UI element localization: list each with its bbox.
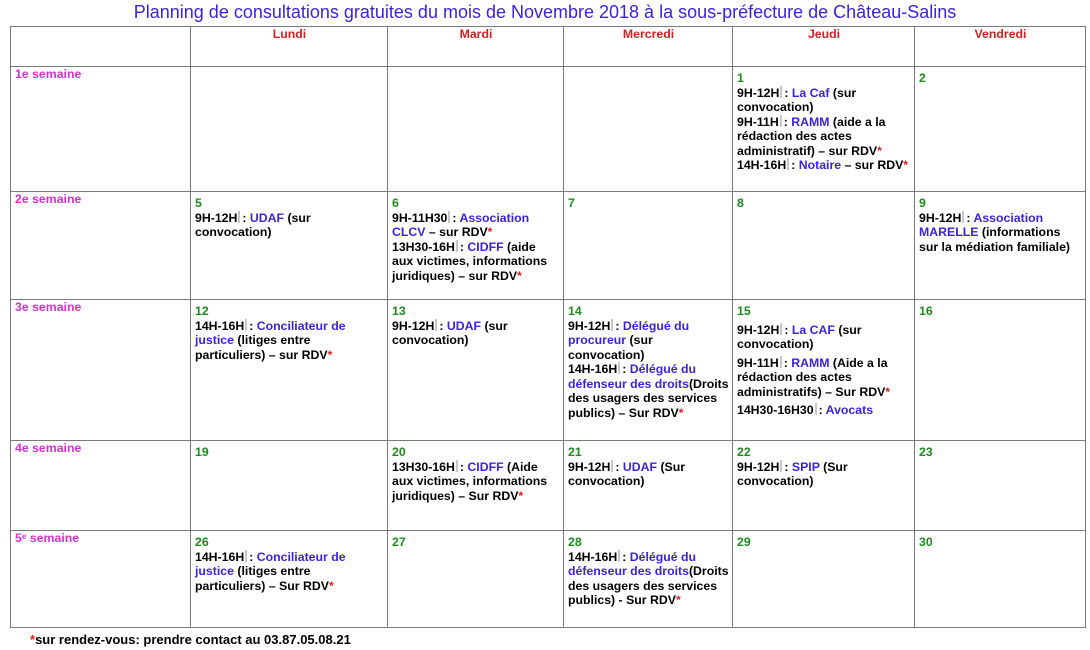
consultation-entry	[195, 211, 384, 240]
entry-time: 14H-16H	[568, 549, 618, 564]
entry-description: (Sur convocation)	[568, 459, 686, 488]
cell-w4-lundi	[191, 441, 388, 531]
entry-separator: :	[249, 549, 257, 564]
entry-description: (sur convocation)	[195, 210, 311, 239]
cell-w4-vendredi	[915, 441, 1086, 531]
day-header-lundi: Lundi	[191, 27, 388, 67]
separator-bar	[245, 319, 247, 331]
separator-bar	[611, 319, 613, 331]
cell-w1-mercredi	[564, 67, 733, 192]
separator-bar	[245, 550, 247, 562]
separator-bar	[618, 362, 620, 374]
entry-time: 14H-16H	[568, 362, 618, 376]
rdv-star: *	[877, 143, 882, 158]
consultation-entry	[392, 319, 560, 348]
week-row-3	[11, 300, 1086, 441]
date-number: 27	[392, 535, 406, 549]
day-header-jeudi: Jeudi	[733, 27, 915, 67]
cell-w3-mardi	[388, 300, 564, 441]
date-number: 12	[195, 304, 209, 318]
consultation-entry	[568, 319, 729, 363]
entry-organization: La CAF	[791, 322, 835, 337]
header-row	[11, 27, 1086, 67]
entry-time: 9H-11H	[737, 114, 779, 129]
week-row-2	[11, 192, 1086, 300]
cell-w1-lundi	[191, 67, 388, 192]
entry-organization: SPIP	[791, 459, 820, 474]
entry-description: (Droits des usagers des services publics) - Sur RDV	[568, 564, 729, 607]
rdv-star: *	[328, 578, 334, 593]
rdv-star: *	[678, 405, 684, 420]
consultation-entry	[737, 323, 911, 352]
separator-bar	[611, 460, 613, 472]
consultation-entry	[737, 356, 911, 400]
entry-separator: :	[459, 459, 468, 474]
entry-time: 13H30-16H	[392, 459, 455, 474]
entry-description: (litiges entre particuliers) – sur RDV	[195, 333, 328, 362]
consultation-entry	[737, 86, 911, 115]
week-label-4: 4e semaine	[11, 441, 191, 531]
week-row-5	[11, 531, 1086, 628]
cell-w1-mardi	[388, 67, 564, 192]
entry-organization: RAMM	[791, 355, 830, 370]
cell-w5-vendredi	[915, 531, 1086, 628]
date-number: 23	[919, 445, 933, 459]
entry-time: 9H-12H	[737, 85, 780, 100]
entry-time: 9H-12H	[392, 318, 435, 333]
entry-organization: Conciliateur de justice	[195, 318, 346, 347]
week-row-1	[11, 67, 1086, 192]
date-number: 22	[737, 445, 751, 459]
consultation-entry	[195, 550, 384, 594]
separator-bar	[780, 115, 782, 127]
date-number: 20	[392, 445, 406, 459]
cell-w2-vendredi	[915, 192, 1086, 300]
footer-text: sur rendez-vous: prendre contact au 03.87.05.08.21	[35, 632, 351, 647]
entry-organization: Délégué du défenseur des droits	[568, 549, 697, 578]
entry-organization: UDAF	[446, 318, 482, 333]
entry-separator: :	[784, 85, 792, 100]
entry-organization: UDAF	[249, 210, 285, 225]
entry-description: (sur convocation)	[568, 333, 653, 362]
entry-separator: :	[784, 459, 792, 474]
date-number: 15	[737, 304, 751, 318]
rdv-star: *	[487, 225, 493, 239]
entry-time: 14H-16H	[195, 318, 245, 333]
entry-separator: :	[818, 403, 826, 417]
rdv-star: *	[885, 384, 891, 399]
entry-description: (informations sur la médiation familiale)	[919, 225, 1071, 254]
entry-time: 9H-12H	[195, 210, 238, 225]
separator-bar	[780, 460, 782, 472]
entry-organization: RAMM	[791, 114, 830, 129]
entry-separator: :	[439, 318, 447, 333]
cell-w2-mercredi	[564, 192, 733, 300]
page-title: Planning de consultations gratuites du mois de Novembre 2018 à la sous-préfecture de Château-Salins	[133, 2, 957, 22]
date-number: 19	[195, 445, 209, 459]
separator-bar	[780, 86, 782, 98]
day-header-mercredi: Mercredi	[564, 27, 733, 67]
entry-separator: :	[452, 210, 460, 225]
entry-separator: :	[622, 362, 630, 376]
separator-bar	[456, 240, 458, 252]
separator-bar	[448, 211, 450, 223]
entry-description: – sur RDV	[425, 225, 488, 239]
separator-bar	[780, 356, 782, 368]
consultation-entry	[568, 362, 729, 420]
entry-separator: :	[784, 322, 792, 337]
entry-separator: :	[459, 239, 468, 254]
entry-time: 9H-12H	[737, 459, 780, 474]
corner-cell	[11, 27, 191, 67]
entry-description: (sur convocation)	[737, 322, 862, 351]
cell-w3-vendredi	[915, 300, 1086, 441]
planning-table	[10, 26, 1086, 628]
date-number: 29	[737, 535, 751, 549]
date-number: 5	[195, 196, 202, 210]
entry-description: (Aide a la rédaction des actes administratifs) – Sur RDV	[737, 355, 888, 399]
consultation-entry	[195, 319, 384, 363]
week-label-3: 3e semaine	[11, 300, 191, 441]
week-label-5: 5ᵉ semaine	[11, 531, 191, 628]
entry-organization: CIDFF	[467, 239, 504, 254]
date-number: 30	[919, 535, 933, 549]
cell-w4-mardi	[388, 441, 564, 531]
cell-w5-lundi	[191, 531, 388, 628]
consultation-entry	[737, 460, 911, 489]
cell-w2-jeudi	[733, 192, 915, 300]
entry-description: (Sur convocation)	[737, 459, 848, 488]
entry-separator: :	[622, 549, 630, 564]
entry-organization: La Caf	[791, 85, 830, 100]
entry-separator: :	[966, 210, 974, 225]
entry-description: (litiges entre particuliers) – Sur RDV	[195, 564, 329, 593]
entry-separator: :	[242, 210, 250, 225]
separator-bar	[787, 158, 789, 170]
cell-w3-mercredi	[564, 300, 733, 441]
entry-separator: :	[615, 459, 623, 474]
cell-w2-lundi	[191, 192, 388, 300]
rdv-star: *	[518, 488, 524, 503]
entry-time: 9H-12H	[919, 210, 962, 225]
footer-star: *	[30, 632, 36, 647]
footer-note	[30, 632, 351, 647]
date-number: 1	[737, 71, 744, 85]
entry-organization: Conciliateur de justice	[195, 549, 346, 578]
consultation-entry	[392, 460, 560, 504]
entry-organization: Notaire	[798, 158, 842, 172]
consultation-entry	[568, 550, 729, 608]
entry-description: (Droits des usagers des services publics) – Sur RDV	[568, 376, 729, 420]
entry-time: 13H30-16H	[392, 239, 455, 254]
entry-organization: UDAF	[622, 459, 658, 474]
cell-w5-mercredi	[564, 531, 733, 628]
entry-organization: CIDFF	[467, 459, 504, 474]
cell-w1-jeudi	[733, 67, 915, 192]
separator-bar	[456, 460, 458, 472]
separator-bar	[618, 550, 620, 562]
entry-description: (aide aux victimes, informations juridiques) – sur RDV	[392, 239, 548, 283]
date-number: 21	[568, 445, 582, 459]
cell-w5-mardi	[388, 531, 564, 628]
entry-separator: :	[615, 318, 623, 333]
entry-separator: :	[249, 318, 257, 333]
consultation-entry	[737, 115, 911, 159]
separator-bar	[435, 319, 437, 331]
date-number: 16	[919, 304, 933, 318]
entry-separator: :	[783, 114, 792, 129]
cell-w1-vendredi	[915, 67, 1086, 192]
date-number: 6	[392, 196, 399, 210]
entry-description: (sur convocation)	[392, 318, 508, 347]
day-header-mardi: Mardi	[388, 27, 564, 67]
entry-time: 9H-12H	[737, 322, 780, 337]
cell-w3-jeudi	[733, 300, 915, 441]
entry-description: (sur convocation)	[737, 85, 857, 114]
entry-time: 14H30-16H30	[737, 403, 814, 417]
entry-organization: Avocats	[825, 403, 874, 417]
consultation-entry	[919, 211, 1082, 255]
separator-bar	[238, 211, 240, 223]
entry-description: (Aide aux victimes, informations juridiques) – Sur RDV	[392, 459, 548, 503]
date-number: 9	[919, 196, 926, 210]
entry-organization: Délégué du défenseur des droits	[568, 362, 697, 391]
week-label-2: 2e semaine	[11, 192, 191, 300]
week-label-1: 1e semaine	[11, 67, 191, 192]
rdv-star: *	[675, 593, 681, 607]
date-number: 2	[919, 71, 926, 85]
entry-time: 14H-16H	[195, 549, 245, 564]
date-number: 7	[568, 196, 575, 210]
cell-w4-mercredi	[564, 441, 733, 531]
entry-separator: :	[783, 355, 792, 370]
entry-time: 9H-12H	[568, 318, 611, 333]
separator-bar	[780, 323, 782, 335]
date-number: 14	[568, 304, 582, 318]
entry-description: – sur RDV	[841, 158, 904, 172]
date-number: 28	[568, 535, 582, 549]
separator-bar	[815, 403, 817, 415]
entry-organization: Délégué du procureur	[568, 318, 690, 347]
separator-bar	[962, 211, 964, 223]
date-number: 13	[392, 304, 406, 318]
consultation-entry	[568, 460, 729, 489]
entry-time: 9H-12H	[568, 459, 611, 474]
entry-separator: :	[791, 158, 799, 172]
date-number: 8	[737, 196, 744, 210]
consultation-entry	[392, 240, 560, 284]
cell-w3-lundi	[191, 300, 388, 441]
date-number: 26	[195, 535, 209, 549]
consultation-entry	[737, 158, 911, 173]
cell-w2-mardi	[388, 192, 564, 300]
consultation-entry	[737, 403, 911, 418]
cell-w4-jeudi	[733, 441, 915, 531]
consultation-entry	[392, 211, 560, 240]
cell-w5-jeudi	[733, 531, 915, 628]
day-header-vendredi: Vendredi	[915, 27, 1086, 67]
entry-organization: Association CLCV	[392, 210, 530, 239]
rdv-star: *	[517, 268, 522, 283]
entry-time: 14H-16H	[737, 158, 787, 172]
entry-organization: Association MARELLE	[919, 210, 1044, 239]
entry-time: 9H-11H30	[392, 210, 448, 225]
entry-time: 9H-11H	[737, 355, 779, 370]
week-row-4	[11, 441, 1086, 531]
entry-description: (aide a la rédaction des actes administratif) – sur RDV	[737, 114, 886, 158]
rdv-star: *	[327, 347, 333, 362]
rdv-star: *	[903, 158, 909, 172]
